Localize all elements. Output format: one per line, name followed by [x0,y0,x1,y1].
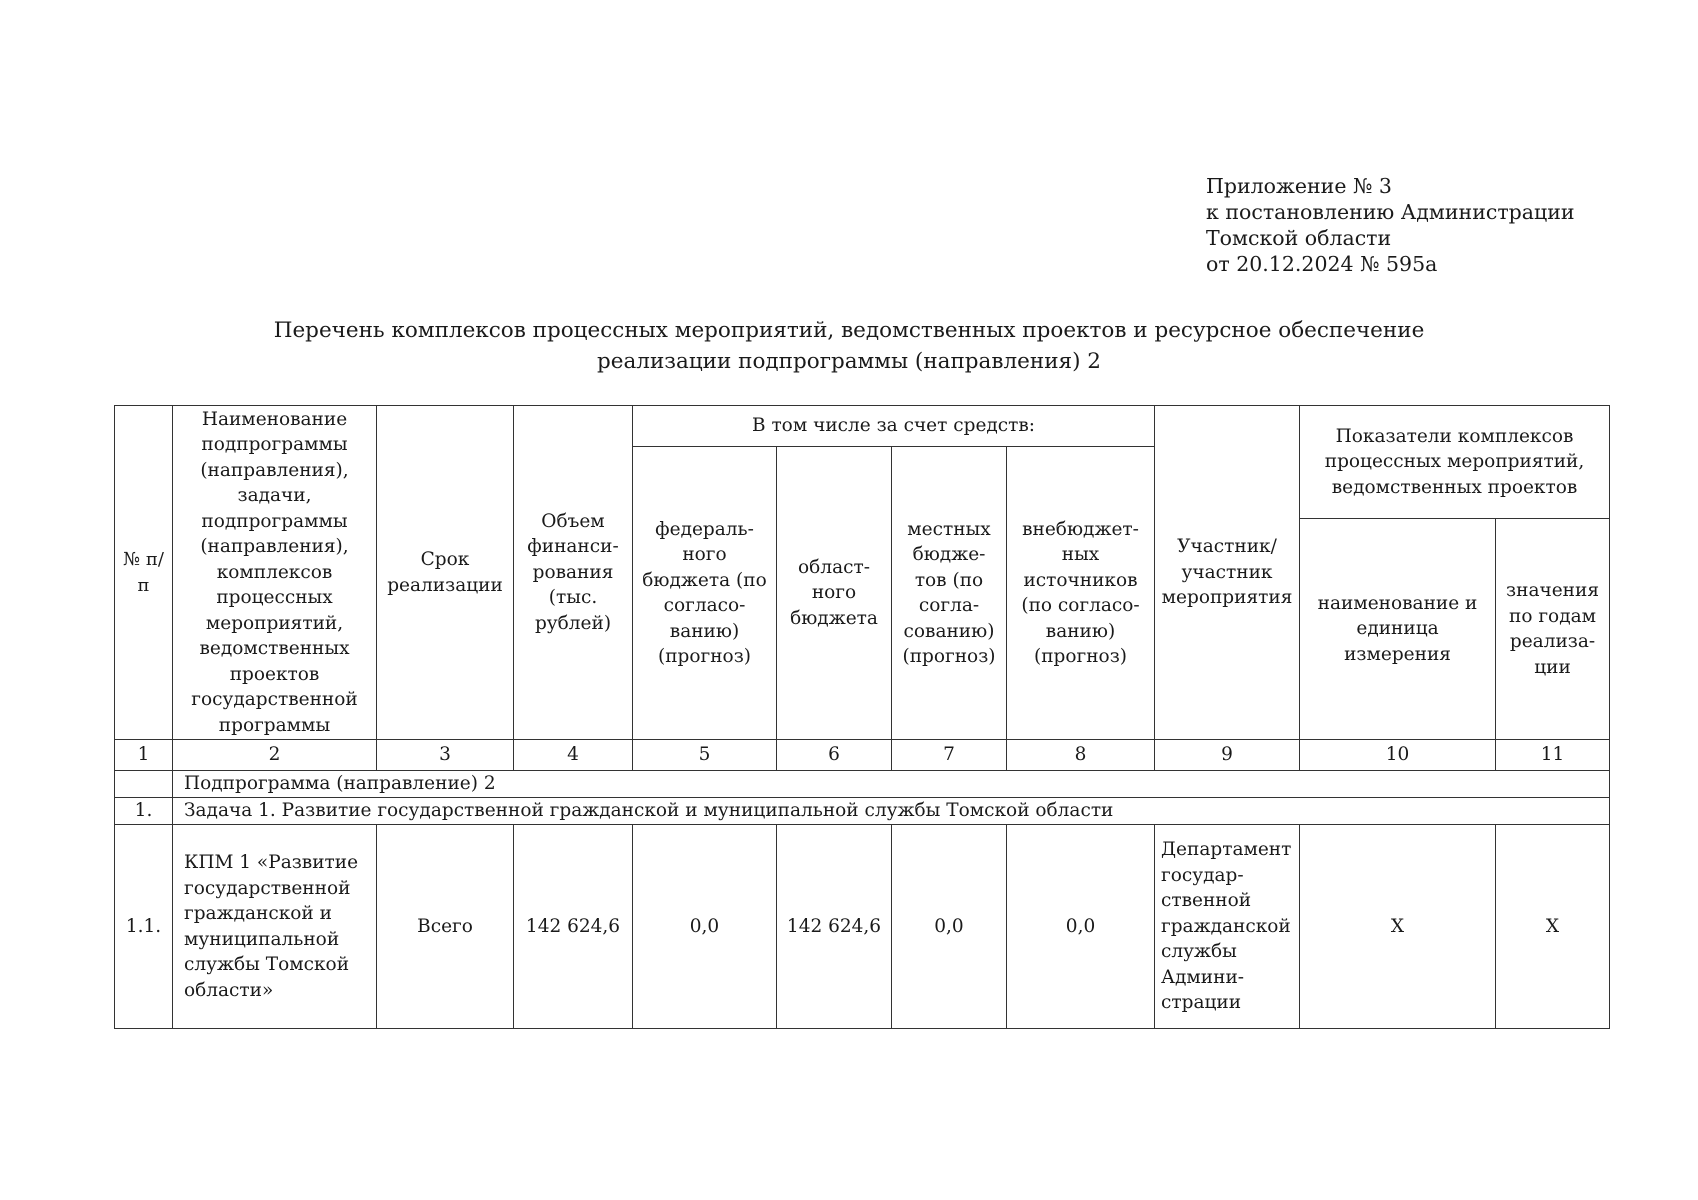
row-volume: 142 624,6 [514,825,633,1029]
header-local: местных бюдже-тов (по согла-сованию) (прогноз) [892,447,1007,740]
row-term: Всего [377,825,514,1029]
column-number: 4 [514,740,633,771]
header-row-1 [115,406,1610,447]
row-regional: 142 624,6 [777,825,892,1029]
column-number: 11 [1496,740,1610,771]
column-number: 2 [173,740,377,771]
appendix-line-1: Приложение № 3 [1206,174,1392,198]
header-num: № п/п [115,406,173,740]
row-num: 1.1. [115,825,173,1029]
column-number: 10 [1300,740,1496,771]
appendix-block [1206,173,1575,277]
appendix-line-4: от 20.12.2024 № 595а [1206,252,1438,276]
document-title-line-2: реализации подпрограммы (направления) 2 [596,349,1101,374]
column-number: 8 [1007,740,1155,771]
column-number: 9 [1155,740,1300,771]
task-num: 1. [115,798,173,825]
data-row [115,825,1610,1029]
subprogram-num-cell [115,771,173,798]
column-number: 5 [633,740,777,771]
row-participant: Департамент государ-ственной гражданской службы Админи-страции [1155,825,1300,1029]
column-number-row [115,740,1610,771]
header-including: В том числе за счет средств: [633,406,1155,447]
appendix-line-2: к постановлению Администрации [1206,200,1575,224]
task-row [115,798,1610,825]
column-number: 6 [777,740,892,771]
header-indicator-values: значения по годам реализа-ции [1496,519,1610,740]
document-title [0,315,1698,377]
subprogram-title: Подпрограмма (направление) 2 [173,771,1610,798]
row-federal: 0,0 [633,825,777,1029]
header-offbudget: внебюджет-ных источников (по согласо-ванию) (прогноз) [1007,447,1155,740]
header-term: Срок реализации [377,406,514,740]
header-name: Наименование подпрограммы (направления), задачи, подпрограммы (направления), комплексов процессных мероприятий, ведомственных проектов государственной программы [173,406,377,740]
row-local: 0,0 [892,825,1007,1029]
document-title-line-1: Перечень комплексов процессных мероприятий, ведомственных проектов и ресурсное обеспечение [273,318,1425,343]
column-number: 7 [892,740,1007,771]
header-volume: Объем финанси-рования (тыс. рублей) [514,406,633,740]
header-federal: федераль-ного бюджета (по согласо-ванию) (прогноз) [633,447,777,740]
task-title: Задача 1. Развитие государственной гражданской и муниципальной службы Томской области [173,798,1610,825]
header-participant: Участник/ участник мероприятия [1155,406,1300,740]
appendix-line-3: Томской области [1206,226,1392,250]
column-number: 3 [377,740,514,771]
subprogram-row [115,771,1610,798]
row-offbudget: 0,0 [1007,825,1155,1029]
header-regional: област-ного бюджета [777,447,892,740]
row-indicator-name: Х [1300,825,1496,1029]
row-name: КПМ 1 «Развитие государственной гражданской и муниципальной службы Томской области» [173,825,377,1029]
row-indicator-values: Х [1496,825,1610,1029]
column-number: 1 [115,740,173,771]
header-indicators: Показатели комплексов процессных мероприятий, ведомственных проектов [1300,406,1610,519]
header-indicator-name: наименование и единица измерения [1300,519,1496,740]
program-table [114,405,1610,1029]
